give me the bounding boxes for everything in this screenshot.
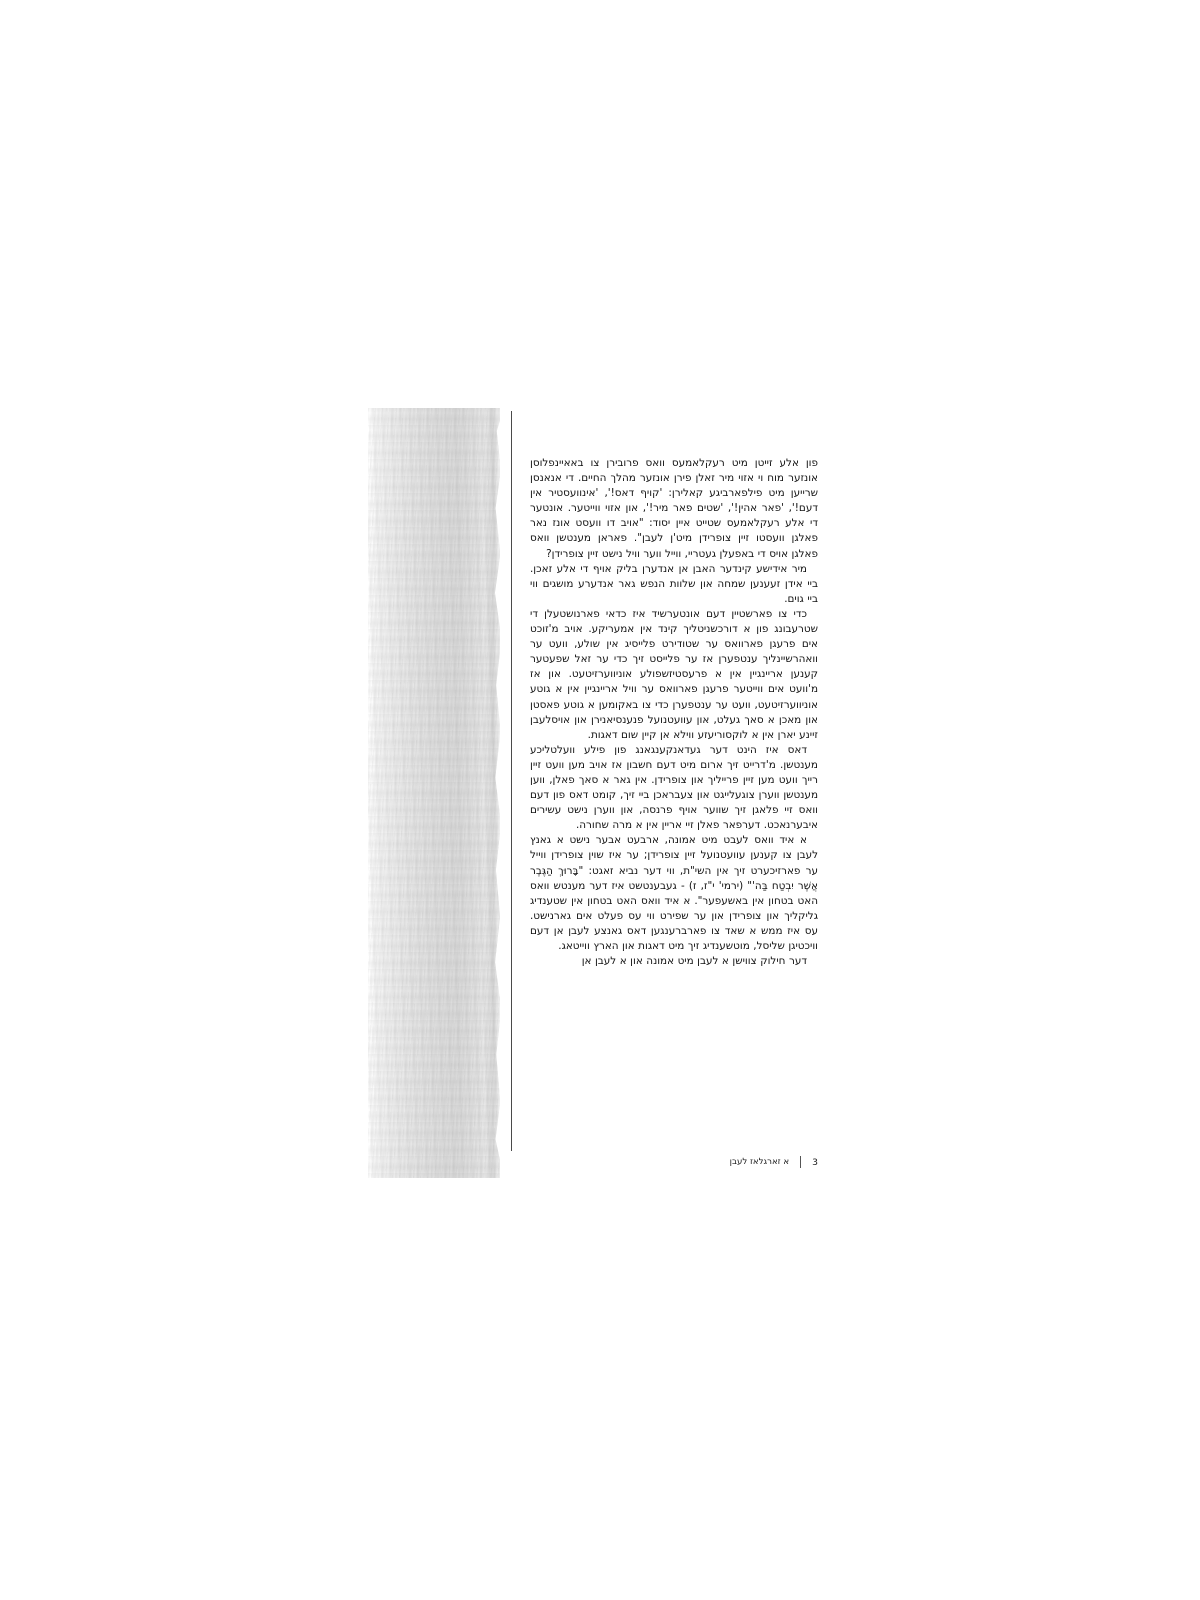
paper-texture: [368, 408, 500, 1178]
book-gutter-shadow: [368, 408, 500, 1178]
scanned-book-page: [368, 408, 818, 1178]
running-title: א זארגלאז לעבן: [729, 1157, 790, 1167]
page-footer: [518, 1156, 818, 1168]
body-paragraph-1: פון אלע זייטן מיט רעקלאמעס וואס פרובירן צו באאיינפלוסן אונזער מוח וי אזוי מיר זאלן פירן אונזער מהלך החיים. די אנאנסן שרייען מיט פילפארביגע קאלירן: 'קויף דאס!', 'אינוועסטיר אין דעם!', 'פאר אהין!', 'שטים פאר מיר!', און אזוי ווייטער. אונטער די אלע רעקלאמעס שטייט איין יסוד: "אויב דו וועסט אונז נאר פאלגן וועסטו זיין צופרידן מיט'ן לעבן". פאראן מענטשן וואס פאלגן אויס די באפעלן געטריי, ווייל ווער וויל נישט זיין צופרידן?: [530, 457, 818, 560]
column-divider-rule: [511, 411, 512, 1151]
body-paragraph-5: א איד וואס לעבט מיט אמונה, ארבעט אבער נישט א גאנץ לעבן צו קענען עוועטנועל זיין צופרידן; ער איז שוין צופרידן ווייל ער פארזיכערט זיך אין השי"ת, ווי דער נביא זאגט: "בָּרוּךְ הַגֶּבֶר אֲשֶׁר יִבְטַח בַּה'" (ירמי' י"ז, ז) - געבענטשט איז דער מענטש וואס האט בטחון אין באשעפער". א איד וואס האט בטחון אין שטענדיג גליקליך און צופרידן און ער שפירט ווי עס פעלט אים גארנישט. עס איז ממש א שאד צו פארברענגען דאס גאנצע לעבן אן דעם וויכטיגן שליסל, מוטשענדיג זיך מיט דאגות און הארץ ווייטאג.: [530, 834, 818, 952]
folio-separator: [800, 1156, 801, 1168]
body-text-column: [530, 456, 818, 969]
body-paragraph-6: דער חילוק צווישן א לעבן מיט אמונה און א לעבן אן: [581, 955, 807, 968]
page-number: 3: [812, 1156, 818, 1168]
body-paragraph-3: כדי צו פארשטיין דעם אונטערשיד איז כדאי פארנושטעלן די שטרעבונג פון א דורכשניטליך קינד אין אמעריקע. אויב מ'זוכט אים פרעגן פארוואס ער שטודירט פלייסיג אין שולע, וועט ער וואהרשיינליך ענטפערן אז ער פלייסט זיך כדי ער זאל שפעטער קענען אריינגיין אין א פרעסטיזשפולע אוניווערזיטעט. און אז מ'וועט אים ווייטער פרעגן פארוואס ער וויל אריינגיין אין א גוטע אוניווערזיטעט, וועט ער ענטפערן כדי צו באקומען א גוטע פאסטן און מאכן א סאך געלט, און עוועטנועל פנענסיאנירן און אויסלעבן זיינע יארן אין א לוקסוריעזע ווילא אן קיין שום דאגות.: [530, 607, 818, 741]
body-paragraph-4: דאס איז הינט דער געדאנקענגאנג פון פילע וועלטליכע מענטשן. מ'דרייט זיך ארום מיט דעם חשבון אז אויב מען וועט זיין רייך וועט מען זיין פרייליך און צופרידן. אין גאר א סאך פאלן, ווען מענטשן ווערן צוגעלייגט און צעבראכן ביי זיך, קומט דאס פון דעם וואס זיי פלאגן זיך שווער אויף פרנסה, און ווערן נישט עשירים איבערנאכט. דערפאר פאלן זיי אריין אין א מרה שחורה.: [530, 743, 818, 832]
body-paragraph-2: מיר אידישע קינדער האבן אן אנדערן בליק אויף די אלע זאכן. ביי אידן זעענען שמחה און שלוות הנפש גאר אנדערע מושגים ווי ביי גוים.: [530, 562, 818, 605]
